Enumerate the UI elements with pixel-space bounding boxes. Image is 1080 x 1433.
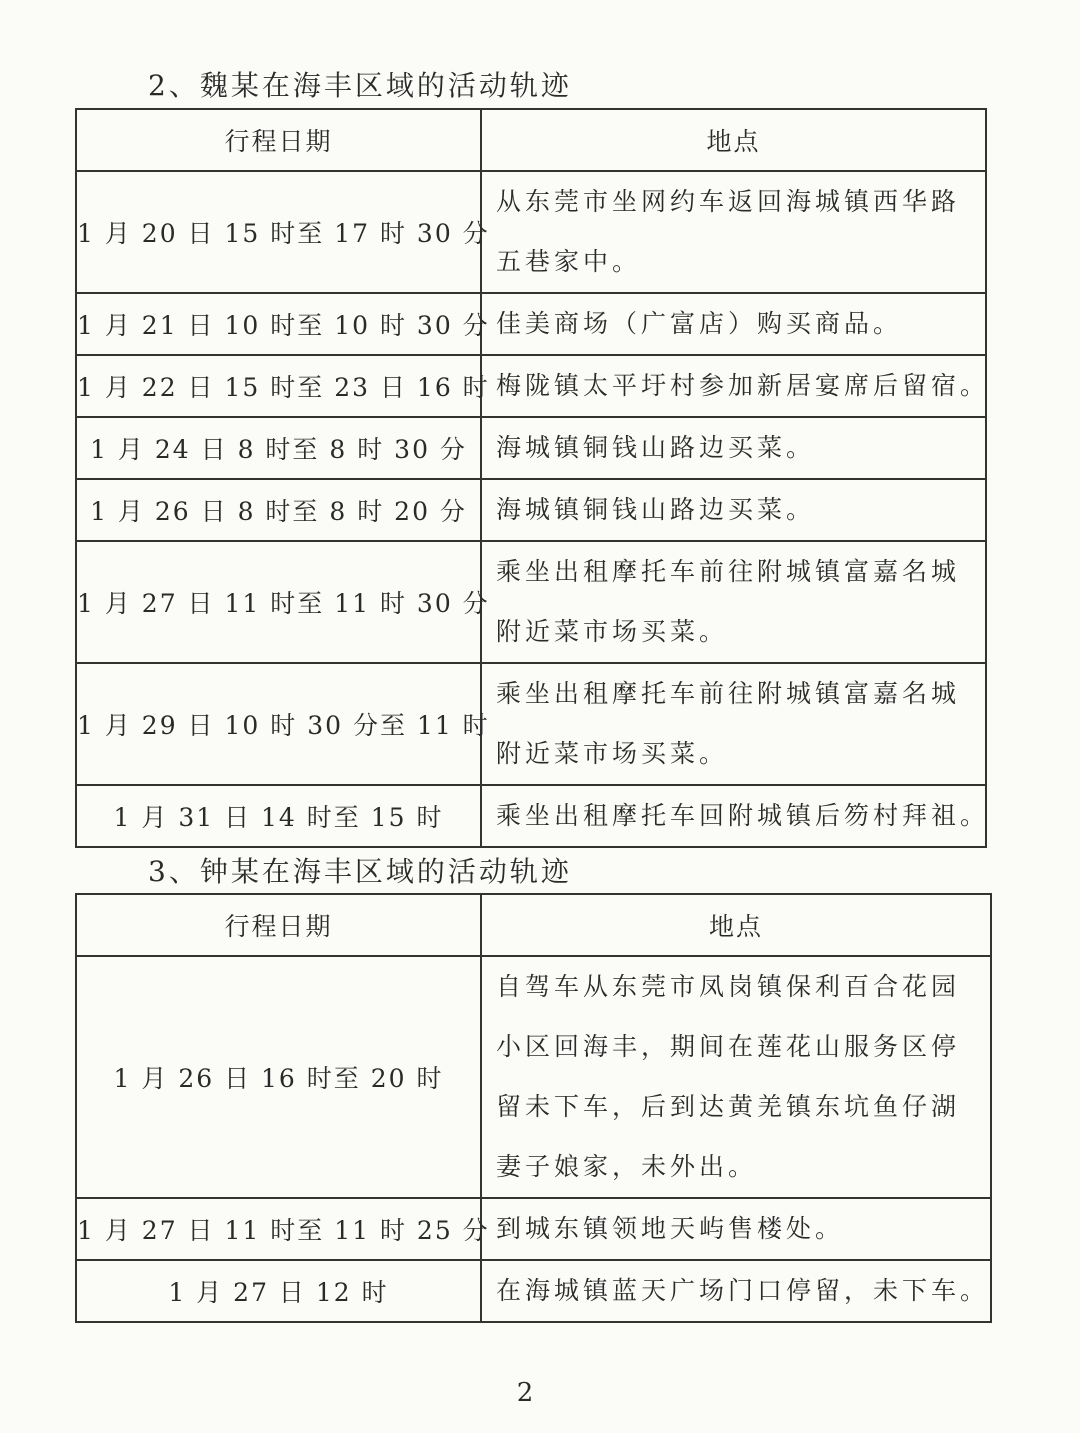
place-cell: 到城东镇领地天屿售楼处。 [481, 1198, 991, 1260]
date-cell: 1 月 29 日 10 时 30 分至 11 时 [76, 663, 481, 785]
place-cell: 佳美商场（广富店）购买商品。 [481, 293, 986, 355]
column-header-date: 行程日期 [76, 109, 481, 171]
place-cell: 乘坐出租摩托车前往附城镇富嘉名城附近菜市场买菜。 [481, 663, 986, 785]
table-row [76, 541, 986, 663]
table-row [76, 1198, 991, 1260]
date-cell: 1 月 24 日 8 时至 8 时 30 分 [76, 417, 481, 479]
date-cell: 1 月 20 日 15 时至 17 时 30 分 [76, 171, 481, 293]
place-cell: 乘坐出租摩托车前往附城镇富嘉名城附近菜市场买菜。 [481, 541, 986, 663]
date-cell: 1 月 21 日 10 时至 10 时 30 分 [76, 293, 481, 355]
date-cell: 1 月 26 日 8 时至 8 时 20 分 [76, 479, 481, 541]
place-cell: 自驾车从东莞市凤岗镇保利百合花园小区回海丰，期间在莲花山服务区停留未下车，后到达黄羌镇东坑鱼仔湖妻子娘家，未外出。 [481, 956, 991, 1198]
date-cell: 1 月 27 日 11 时至 11 时 30 分 [76, 541, 481, 663]
place-cell: 梅陇镇太平圩村参加新居宴席后留宿。 [481, 355, 986, 417]
table-row [76, 171, 986, 293]
column-header-place: 地点 [481, 894, 991, 956]
place-cell: 从东莞市坐网约车返回海城镇西华路五巷家中。 [481, 171, 986, 293]
table-row [76, 479, 986, 541]
section-2-heading: 2、魏某在海丰区域的活动轨迹 [148, 69, 572, 102]
date-cell: 1 月 27 日 11 时至 11 时 25 分 [76, 1198, 481, 1260]
table-row [76, 785, 986, 847]
place-cell: 乘坐出租摩托车回附城镇后笏村拜祖。 [481, 785, 986, 847]
section-2-table [75, 108, 990, 848]
date-cell: 1 月 31 日 14 时至 15 时 [76, 785, 481, 847]
section-3-heading: 3、钟某在海丰区域的活动轨迹 [148, 855, 572, 888]
place-cell: 海城镇铜钱山路边买菜。 [481, 417, 986, 479]
section-3-table [75, 893, 992, 1323]
date-cell: 1 月 26 日 16 时至 20 时 [76, 956, 481, 1198]
date-cell: 1 月 22 日 15 时至 23 日 16 时 [76, 355, 481, 417]
place-cell: 在海城镇蓝天广场门口停留，未下车。 [481, 1260, 991, 1322]
place-cell: 海城镇铜钱山路边买菜。 [481, 479, 986, 541]
table-row [76, 663, 986, 785]
page-number: 2 [516, 1378, 534, 1408]
table-row [76, 1260, 991, 1322]
table-header-row [76, 894, 991, 956]
date-cell: 1 月 27 日 12 时 [76, 1260, 481, 1322]
table-header-row [76, 109, 986, 171]
column-header-date: 行程日期 [76, 894, 481, 956]
table-row [76, 956, 991, 1198]
table-row [76, 417, 986, 479]
column-header-place: 地点 [481, 109, 986, 171]
table-row [76, 293, 986, 355]
table-row [76, 355, 986, 417]
